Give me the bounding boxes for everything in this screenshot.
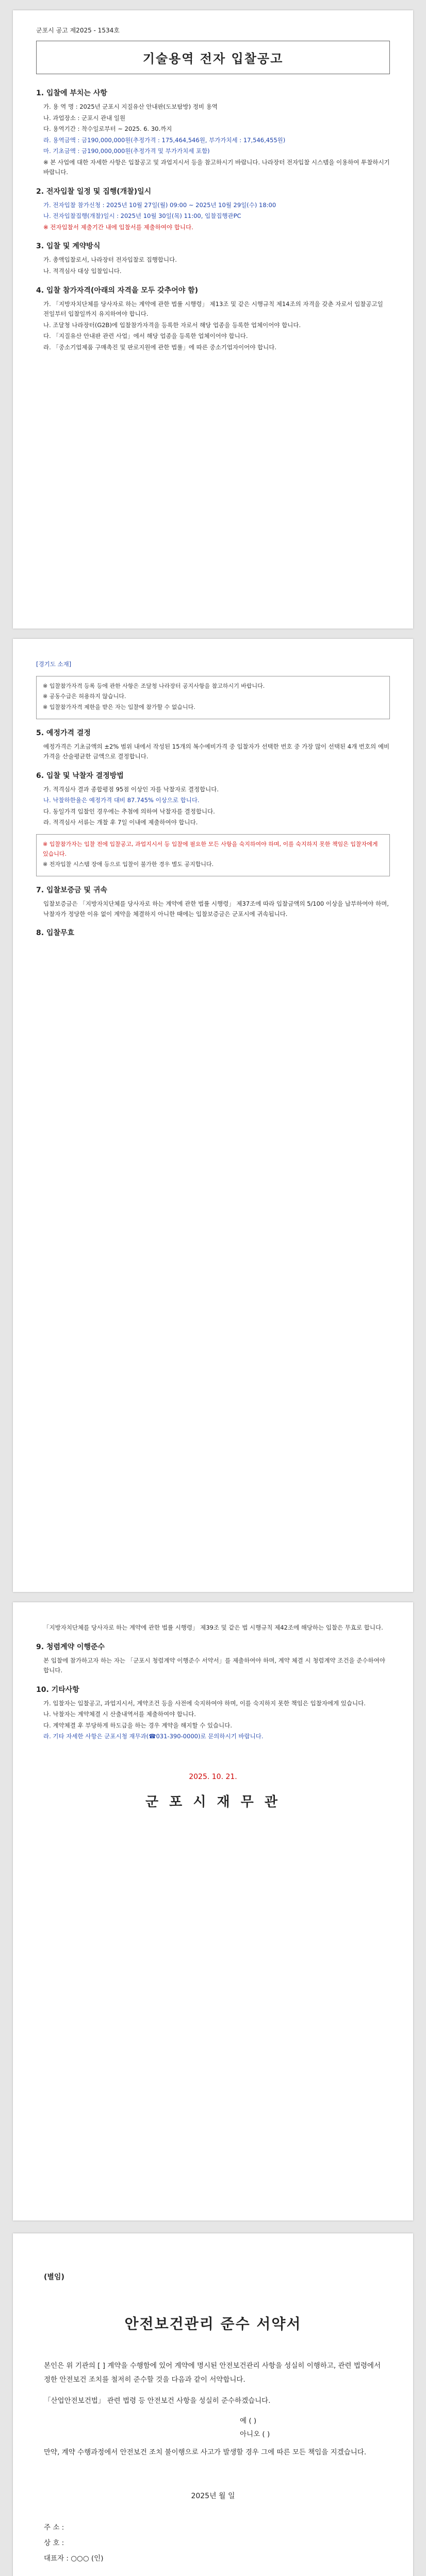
section-10-body <box>36 1699 390 1742</box>
pledge-body: 본인은 위 기관의 [ ] 계약을 수행함에 있어 계약에 명시된 안전보건관리 사항을 성실히 이행하고, 관련 법령에서 정한 안전보건 조치를 철저히 준수할 것을 다음과 같이 서약합니다. <box>44 2362 381 2384</box>
section-7-body <box>36 899 390 919</box>
section-1-line: 마. 기초금액 : 금190,000,000원(추정가격 및 부가가치세 포함) <box>43 147 210 155</box>
notice-item: ※ 입찰참가자격 제한을 받은 자는 입찰에 참가할 수 없습니다. <box>43 703 195 710</box>
page-2-lead: [경기도 소재] <box>36 660 72 668</box>
section-4-line: 나. 조달청 나라장터(G2B)에 입찰참가자격을 등록한 자로서 해당 업종을 등록한 업체이어야 합니다. <box>43 321 301 329</box>
notice-item: ※ 입찰참가자격 등록 등에 관한 사항은 조달청 나라장터 공지사항을 참고하시기 바랍니다. <box>43 682 265 689</box>
section-4-line: 가. 「지방자치단체를 당사자로 하는 계약에 관한 법률 시행령」 제13조 및 같은 시행규칙 제14조의 자격을 갖춘 자로서 입찰공고일 전일부터 입찰일까지 유지하여야 합니다. <box>43 300 383 318</box>
pledge-check-yes: 예 ( ) <box>240 2417 257 2425</box>
section-8-body <box>36 1623 390 1633</box>
section-4-line: 다. 「지질유산 안내판 관련 사업」에서 해당 업종을 등록한 업체이어야 합니다. <box>43 332 248 340</box>
section-1-title: 1. 입찰에 부치는 사항 <box>36 89 107 97</box>
section-9-title: 9. 청렴계약 이행준수 <box>36 1642 105 1651</box>
section-7-line: 입찰보증금은 「지방자치단체를 당사자로 하는 계약에 관한 법률 시행령」 제37조에 따라 입찰금액의 5/100 이상을 납부하여야 하며, 낙찰자가 정당한 이유 없이 계약을 체결하지 아니한 때에는 입찰보증금은 군포시에 귀속됩니다. <box>43 900 389 918</box>
company-field: 상 호 : <box>44 2538 64 2547</box>
section-6-line: 다. 동일가격 입찰인 경우에는 추첨에 의하여 낙찰자를 결정합니다. <box>43 807 215 815</box>
document-page-4 <box>13 2233 413 2576</box>
section-1-line: 다. 용역기간 : 착수일로부터 ~ 2025. 6. 30.까지 <box>43 125 172 133</box>
pledge-body: 「산업안전보건법」 관련 법령 등 안전보건 사항을 성실히 준수하겠습니다. <box>44 2396 271 2405</box>
section-4-line: 라. 「중소기업제품 구매촉진 및 판로지원에 관한 법률」에 따른 중소기업자이어야 합니다. <box>43 343 277 351</box>
section-2-body <box>36 200 390 233</box>
document-page-3 <box>13 1602 413 2221</box>
section-3-line: 가. 총액입찰로서, 나라장터 전자입찰로 집행합니다. <box>43 256 177 264</box>
notice-item: ※ 공동수급은 허용하지 않습니다. <box>43 693 126 700</box>
pledge-closing: 만약, 계약 수행과정에서 안전보건 조치 불이행으로 사고가 발생할 경우 그에 따른 모든 책임을 지겠습니다. <box>44 2448 367 2456</box>
section-1-note: ※ 본 사업에 대한 자세한 사항은 입찰공고 및 과업지시서 등을 참고하시기 바랍니다. 나라장터 전자입찰 시스템을 이용하여 투찰하시기 바랍니다. <box>43 158 390 176</box>
pledge-date: 2025년 월 일 <box>191 2492 235 2500</box>
section-6-line: 라. 적격심사 서류는 개찰 후 7일 이내에 제출하여야 합니다. <box>43 819 198 826</box>
notice-date: 2025. 10. 21. <box>189 1772 237 1781</box>
section-5-body <box>36 742 390 762</box>
section-8-title: 8. 입찰무효 <box>36 929 75 938</box>
section-10-line: 가. 입찰자는 입찰공고, 과업지시서, 계약조건 등을 사전에 숙지하여야 하며, 이를 숙지하지 못한 책임은 입찰자에게 있습니다. <box>43 1699 366 1707</box>
section-8-line: 「지방자치단체를 당사자로 하는 계약에 관한 법률 시행령」 제39조 및 같은 법 시행규칙 제42조에 해당하는 입찰은 무효로 합니다. <box>43 1624 383 1631</box>
section-2-line: ※ 전자입찰서 제출기간 내에 입찰서를 제출하여야 합니다. <box>43 223 193 231</box>
section-4-title: 4. 입찰 참가자격(아래의 자격을 모두 갖추어야 함) <box>36 286 199 295</box>
section-10-line: 라. 기타 자세한 사항은 군포시청 재무과(☎031-390-0000)로 문의하시기 바랍니다. <box>43 1733 264 1740</box>
warning-item: ※ 입찰참가자는 입찰 전에 입찰공고, 과업지시서 등 입찰에 필요한 모든 사항을 숙지하여야 하며, 이를 숙지하지 못한 책임은 입찰자에게 있습니다. <box>43 840 378 857</box>
section-2-title: 2. 전자입찰 일정 및 집행(개찰)일시 <box>36 187 152 196</box>
section-6-title: 6. 입찰 및 낙찰자 결정방법 <box>36 771 124 780</box>
issuing-organization: 군 포 시 재 무 관 <box>145 1794 281 1810</box>
warning-item: ※ 전자입찰 시스템 장애 등으로 입찰이 불가한 경우 별도 공지합니다. <box>43 861 214 868</box>
section-3-body <box>36 255 390 276</box>
section-4-body <box>36 299 390 353</box>
section-9-body <box>36 1656 390 1676</box>
page-2-warning-box <box>36 834 390 876</box>
section-3-line: 나. 적격심사 대상 입찰입니다. <box>43 267 122 275</box>
representative-field: 대표자 : ○○○ (인) <box>44 2554 104 2563</box>
section-9-line: 본 입찰에 참가하고자 하는 자는 「군포시 청렴계약 이행준수 서약서」를 제출하여야 하며, 계약 체결 시 청렴계약 조건을 준수하여야 합니다. <box>43 1656 385 1674</box>
section-6-line: 가. 적격심사 결과 종합평점 95점 이상인 자를 낙찰자로 결정합니다. <box>43 785 219 793</box>
pledge-title: 안전보건관리 준수 서약서 <box>124 2315 302 2332</box>
section-1-line: 가. 용 역 명 : 2025년 군포시 지질유산 안내판(도보탐방) 정비 용역 <box>43 103 218 110</box>
section-2-line: 나. 전자입찰집행(개찰)일시 : 2025년 10월 30일(목) 11:00, 입찰집행관PC <box>43 212 241 220</box>
section-10-line: 나. 낙찰자는 계약체결 시 산출내역서를 제출하여야 합니다. <box>43 1710 196 1718</box>
document-page-1 <box>13 10 413 629</box>
section-5-line: 예정가격은 기초금액의 ±2% 범위 내에서 작성된 15개의 복수예비가격 중 입찰자가 선택한 번호 중 가장 많이 선택된 4개 번호의 예비가격을 산술평균한 금액으로 결정합니다. <box>43 742 390 760</box>
address-field: 주 소 : <box>44 2523 64 2532</box>
section-1-body <box>36 102 390 178</box>
notice-number: 군포시 공고 제2025 - 1534호 <box>36 27 120 34</box>
pledge-check-no: 아니오 ( ) <box>240 2430 270 2438</box>
section-1-line: 나. 과업장소 : 군포시 관내 일원 <box>43 114 126 122</box>
page-2-notice-box <box>36 676 390 719</box>
section-3-title: 3. 입찰 및 계약방식 <box>36 242 101 251</box>
section-1-line: 라. 용역금액 : 금190,000,000원(추정가격 : 175,464,546원, 부가가치세 : 17,546,455원) <box>43 136 286 144</box>
attachment-label: (별임) <box>44 2273 64 2281</box>
document-page-2 <box>13 639 413 1592</box>
section-2-line: 가. 전자입찰 참가신청 : 2025년 10월 27일(월) 09:00 ~ 2025년 10월 29일(수) 18:00 <box>43 201 276 209</box>
document-title: 기술용역 전자 입찰공고 <box>36 41 390 74</box>
section-6-body <box>36 785 390 828</box>
section-10-line: 다. 계약체결 후 부당하게 하도급을 하는 경우 계약을 해지할 수 있습니다. <box>43 1721 233 1729</box>
section-5-title: 5. 예정가격 결정 <box>36 728 91 737</box>
section-6-line: 나. 낙찰하한율은 예정가격 대비 87.745% 이상으로 합니다. <box>43 796 200 804</box>
section-10-title: 10. 기타사항 <box>36 1685 79 1694</box>
section-7-title: 7. 입찰보증금 및 귀속 <box>36 886 107 894</box>
